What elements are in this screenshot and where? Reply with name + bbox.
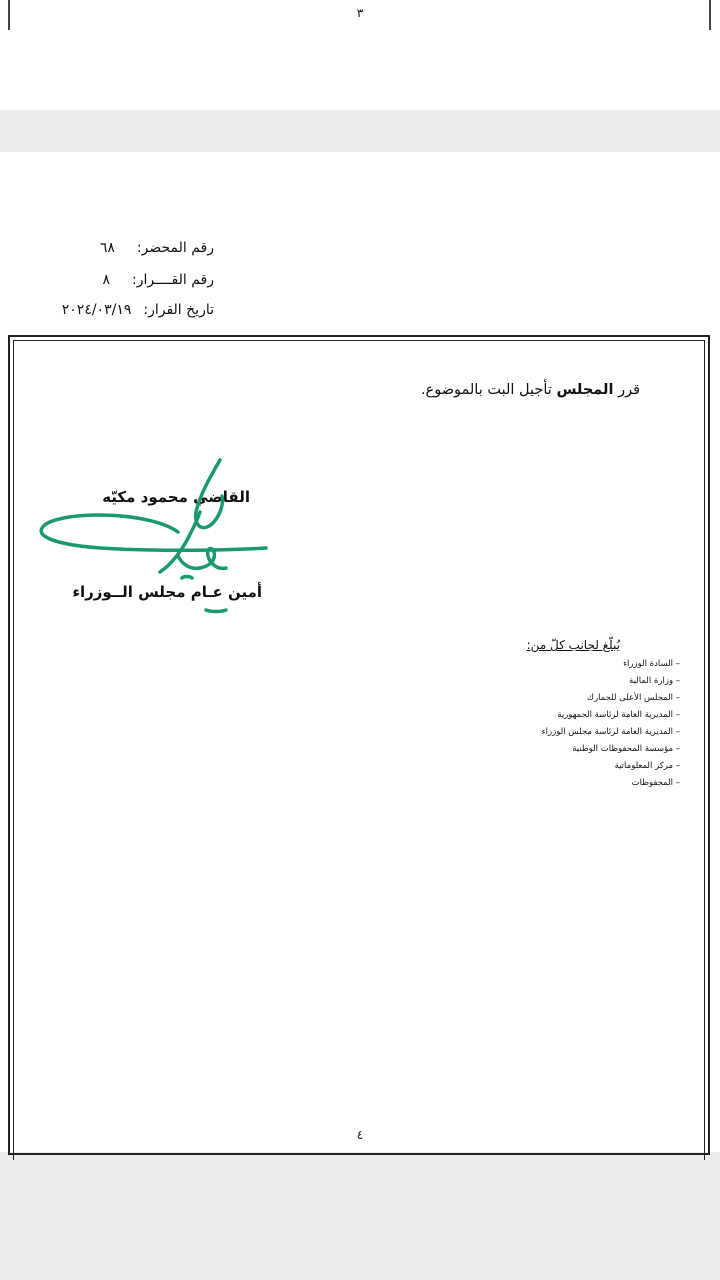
page-number: ٣	[356, 6, 364, 20]
list-item: – مركز المعلوماتية	[614, 761, 680, 771]
list-item: – المحفوظات	[631, 778, 680, 788]
distribution-heading: يُبلّغ لجانب كلّ من:	[526, 638, 620, 652]
date-value: ٢٠٢٤/٠٣/١٩	[61, 302, 132, 318]
signatory-title: أمين عـام مجلس الــوزراء	[72, 583, 262, 601]
decision-text: قرر المجلس تأجيل البت بالموضوع.	[420, 382, 640, 398]
distribution-list	[542, 656, 680, 792]
page-number: ٤	[356, 1128, 364, 1142]
list-item: – السادة الوزراء	[623, 659, 680, 669]
list-item: – المجلس الأعلى للجمارك	[586, 693, 680, 703]
list-item: – وزارة المالية	[629, 676, 680, 686]
minutes-value: ٦٨	[99, 240, 115, 256]
list-item: – المديرية العامة لرئاسة الجمهورية	[557, 710, 680, 720]
decision-label: رقم القــــرار:	[132, 272, 214, 288]
document-page	[0, 152, 720, 1152]
minutes-label: رقم المحضر:	[136, 240, 214, 256]
decision-subject: المجلس	[556, 382, 614, 398]
list-item: – مؤسسة المحفوظات الوطنية	[572, 744, 680, 754]
signatory-name: القاضي محمود مكيّه	[102, 488, 250, 506]
decision-value: ٨	[102, 272, 111, 288]
previous-page	[0, 0, 720, 110]
list-item: – المديرية العامة لرئاسة مجلس الوزراء	[541, 727, 680, 737]
handwritten-signature	[0, 152, 720, 1152]
date-label: تاريخ القرار:	[143, 302, 214, 318]
